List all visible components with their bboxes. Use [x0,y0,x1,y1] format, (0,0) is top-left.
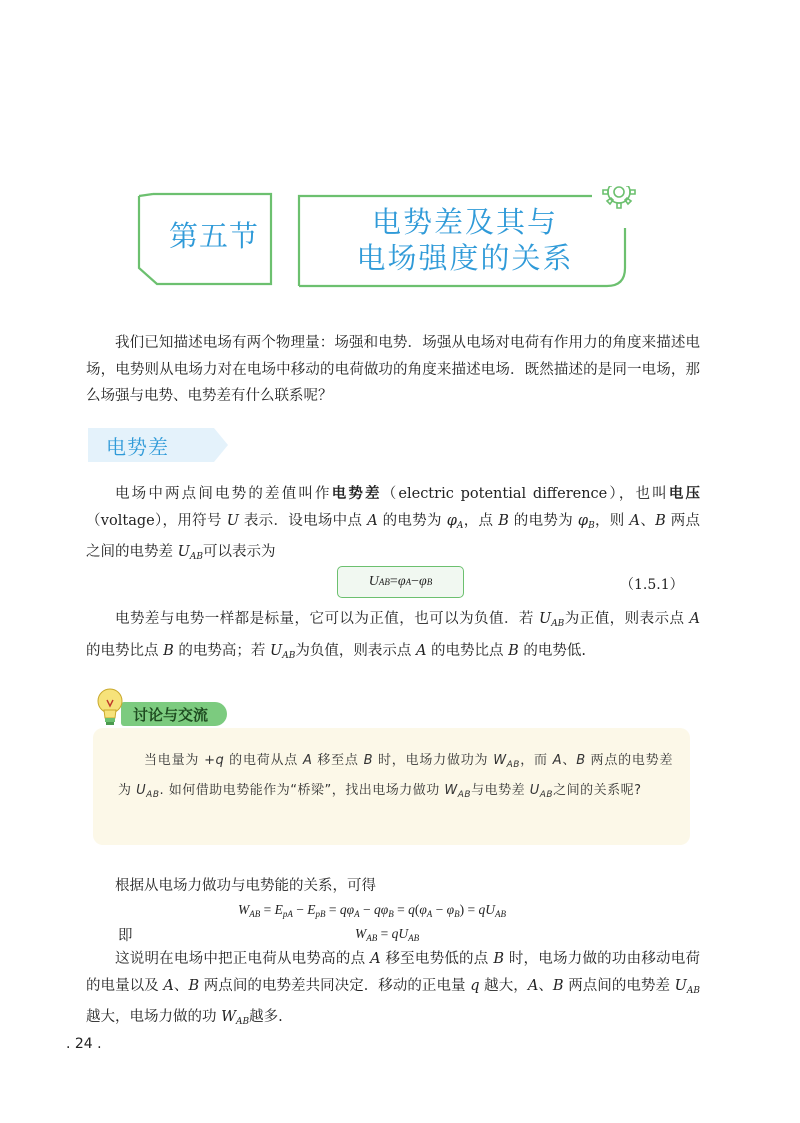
symbol: φ [446,902,455,917]
symbol: W [444,783,458,798]
intro-paragraph [86,330,700,410]
symbol: φ [446,512,457,529]
symbol: A [629,512,641,529]
symbol: B [363,753,374,768]
symbol: qφ [339,902,355,917]
text-run: （voltage），用符号 [86,512,227,529]
subscript: AB [539,790,554,800]
subscript: AB [366,933,378,943]
symbol: A [163,977,174,994]
symbol: W [221,1009,237,1025]
subscript: AB [408,933,420,943]
operator: = [325,902,340,917]
subscript: AB [236,1017,250,1027]
subscript: AB [189,552,203,562]
operator: = [377,926,392,941]
text-run: 两点间的电势差 [563,977,675,994]
text-run: 两点间的电势差共同决定．移动的正电量 [199,977,471,994]
text-run: ，则 [594,512,630,529]
section-title-line-2: 电场强度的关系 [356,241,574,275]
text-run: 为正值，则表示点 [564,611,690,627]
operator: ( [414,902,420,917]
conclusion-paragraph [86,946,700,1036]
formula-box [337,566,464,598]
symbol: φ [577,512,589,529]
subscript: AB [378,577,390,587]
subscript: A [354,909,360,919]
symbol: qU [478,902,495,917]
text-run: . 如何借助电势能作为“桥梁”，找出电场力做功 [159,783,445,798]
subscript: pA [282,909,293,919]
symbol: φ [419,902,427,917]
subscript: AB [457,790,472,800]
subscript: pB [315,909,326,919]
symbol: B [493,951,504,967]
text-run: 越大， [479,977,528,994]
text-run: 移至点 [312,753,364,768]
text-run: 、 [173,977,189,994]
page-number: . 24 . [66,1036,102,1052]
term-potential-difference: 电势差 [331,486,382,502]
symbol: A [689,611,701,627]
subscript: AB [686,985,701,996]
discussion-text [118,748,673,808]
operator: ) = [459,902,479,917]
symbol: B [576,753,586,768]
section-title-line-1: 电势差及其与 [371,205,558,239]
symbol: E [274,902,283,917]
equation-work-voltage [355,926,419,943]
subscript: AB [282,650,296,661]
subscript: A [456,520,464,531]
subscript: A [426,909,433,919]
text-run: 之间的关系呢? [553,783,642,798]
symbol: q [215,753,225,768]
text-run: 的电势为 [377,512,447,529]
symbol: U [674,977,687,994]
operator: − [292,902,308,917]
symbol: E [307,902,316,917]
intro-text: 我们已知描述电场有两个物理量：场强和电势．场强从电场对电荷有作用力的角度来描述电场，电势则从电场力对在电场中移动的电荷做功的角度来描述电场．既然描述的是同一电场，那么场强与电势、电势差有什么联系呢？ [86,335,700,404]
derivation-intro-text: 根据从电场力做功与电势能的关系，可得 [115,878,376,894]
text-run: ，点 [463,512,499,529]
symbol: B [163,642,174,659]
subscript: B [454,909,460,919]
text-run: 的电势比点 [86,642,164,659]
section-label: 第五节 [168,219,259,253]
subscript: AB [146,790,160,800]
text-run: 的电势低. [518,642,587,659]
text-run: 时，电场力做的功由移动电荷的电量以及 [86,951,701,994]
symbol: W [238,902,250,917]
text-run: 的电荷从点 [224,753,304,768]
subscript: A [405,577,412,587]
symbol: B [188,977,200,994]
symbol: A [552,753,563,768]
chapter-title-block [137,186,639,288]
symbol: U [136,783,147,798]
operator: − [359,902,374,917]
text-run: 两点的电势差为 [118,753,674,798]
derivation-intro [86,873,700,900]
symbol: U [529,783,540,798]
symbol: W [493,753,507,768]
subscript: AB [249,909,261,919]
text-run: 这说明在电场中把正电荷从电势高的点 [115,951,371,967]
discussion-header [95,686,295,730]
text-run: 电场中两点间电势的差值叫作 [115,486,332,502]
text-run: 越多. [249,1009,283,1025]
lightbulb-icon [95,686,125,730]
subscript: AB [551,619,565,629]
symbol: U [226,512,239,529]
symbol: B [508,642,519,659]
operator: = [393,902,409,917]
text-run: ，而 [519,753,553,768]
equation-work-potential-energy [238,902,506,919]
symbol: B [655,512,666,529]
text-run: （electric potential difference），也叫 [381,486,669,502]
subheading-text: 电势差 [106,435,169,459]
text-run: 的电势比点 [426,642,509,659]
symbol: q [408,902,415,917]
formula-number: （1.5.1） [620,577,684,593]
text-run: 、 [538,977,553,994]
symbol: B [552,977,564,994]
operator: − [411,574,419,589]
sign-paragraph [86,606,700,669]
subscript: AB [506,760,520,770]
operator: = [260,902,275,917]
definition-paragraph [86,481,700,571]
symbol: B [498,512,509,529]
symbol: U [269,642,283,659]
symbol: A [303,753,313,768]
text-run: 时，电场力做功为 [373,753,494,768]
symbol: W [355,926,367,941]
symbol: φ [418,574,427,589]
symbol: A [370,951,381,967]
text-run: 表示．设电场中点 [238,512,368,529]
text-run: 当电量为 + [144,753,216,768]
symbol: qU [391,926,409,941]
symbol: q [470,977,480,994]
symbol: A [367,512,378,529]
symbol: A [527,977,539,994]
symbol: U [368,574,379,589]
ji-label: 即 [118,928,133,944]
text-run: 电势差与电势一样都是标量，它可以为正值，也可以为负值．若 [115,611,539,627]
text-run: 两点之间的电势差 [86,512,700,560]
term-voltage: 电压 [668,486,701,502]
subscript: AB [494,909,506,919]
symbol: U [177,544,190,560]
operator: = [389,574,398,589]
symbol: φ [397,574,406,589]
symbol: A [415,642,427,659]
symbol: qφ [373,902,389,917]
text-run: 可以表示为 [202,544,276,560]
discussion-label [121,702,227,726]
subscript: B [588,520,595,531]
subscript: B [426,577,433,587]
operator: − [432,902,447,917]
text-run: 移至电势低的点 [380,951,494,967]
text-run: 的电势高；若 [173,642,270,659]
text-run: 、 [640,512,656,529]
subheading [88,428,228,462]
text-run: 越大，电场力做的功 [86,1009,222,1025]
text-run: 与电势差 [471,783,530,798]
text-run: 的电势为 [508,512,578,529]
text-run: 为负值，则表示点 [295,642,416,659]
symbol: U [538,611,552,627]
discussion-label-text: 讨论与交流 [133,706,209,724]
subscript: B [388,909,394,919]
text-run: 、 [562,753,577,768]
